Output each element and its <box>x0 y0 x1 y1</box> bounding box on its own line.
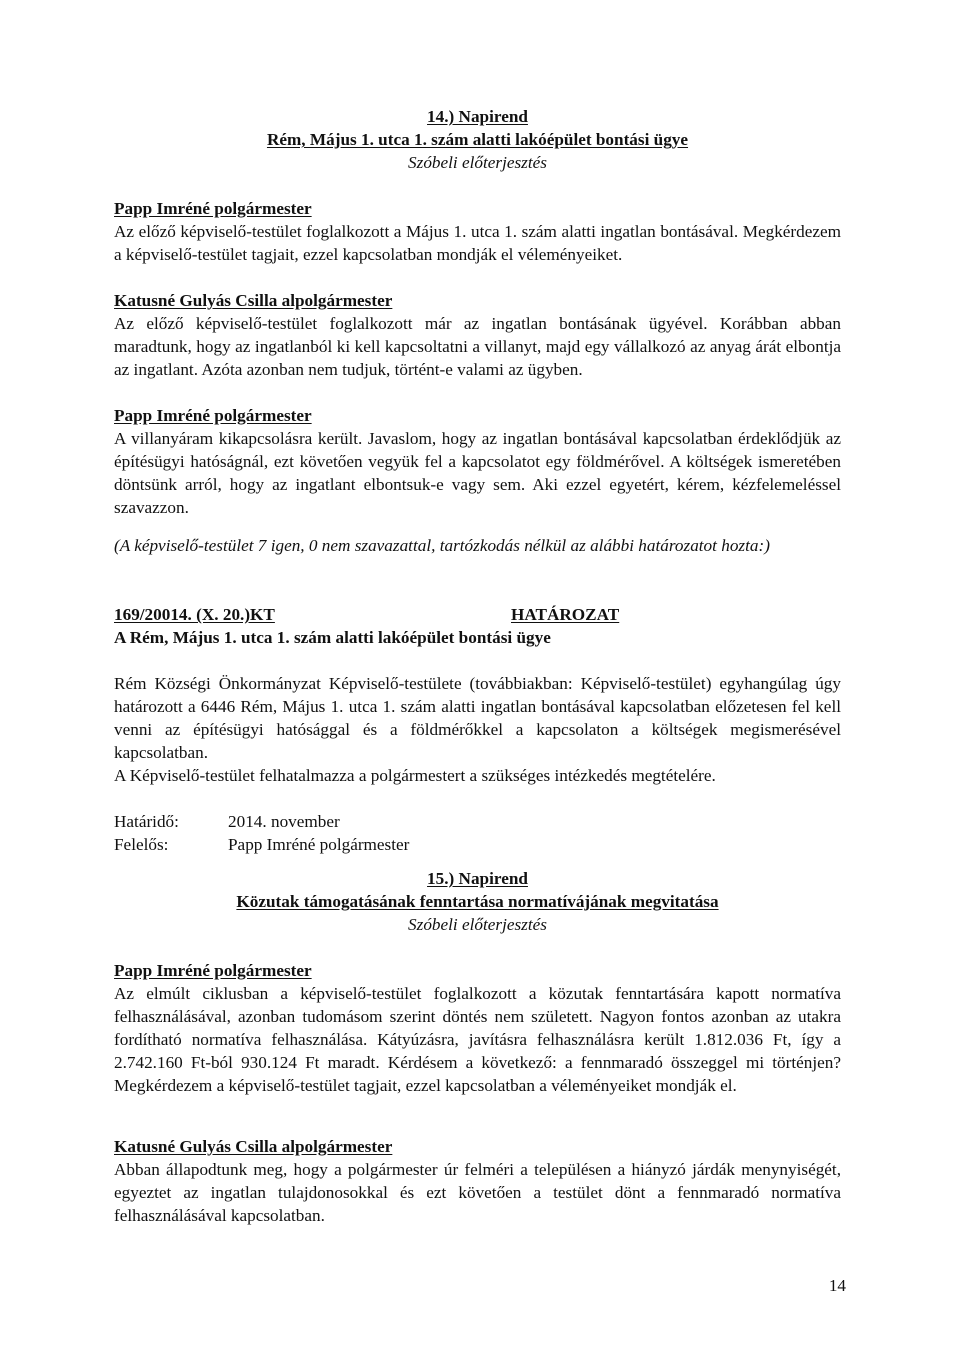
responsible-value: Papp Imréné polgármester <box>228 835 410 854</box>
resolution-title: A Rém, Május 1. utca 1. szám alatti lakóépület bontási ügye <box>114 628 551 647</box>
agenda-15-title: Közutak támogatásának fenntartása normatívájának megvitatása <box>236 892 719 911</box>
deadline-row <box>114 810 841 833</box>
speaker-name: Katusné Gulyás Csilla alpolgármester <box>114 291 393 310</box>
resolution-mandate: A Képviselő-testület felhatalmazza a polgármestert a szükséges intézkedés megtételére. <box>114 766 716 785</box>
speech-block <box>114 1135 841 1227</box>
agenda-15-heading: 15.) Napirend <box>427 869 528 888</box>
speech-text: Az előző képviselő-testület foglalkozott már az ingatlan bontásának ügyével. Korábban abban maradtunk, hogy az ingatlanból ki kell kapcsoltatni a villanyt, majd egy vállalkozó az anyag árát elbontja az ingatlant. Azóta azonban nem tudjuk, történt-e valami az ügyben. <box>114 314 841 379</box>
speech-block <box>114 289 841 381</box>
responsible-row <box>114 833 841 856</box>
resolution-header <box>114 603 841 626</box>
speech-block <box>114 197 841 266</box>
speech-text: Az elmúlt ciklusban a képviselő-testület foglalkozott a közutak fenntartására kapott normatíva felhasználásával, azonban tudomásom szerint döntés nem született. Nagyon fontos azonban az utakra fordítható normatíva felhasználása. Kátyúzásra, javításra felhasználásra került 1.812.036 Ft, így a 2.742.160 Ft-ból 930.124 Ft maradt. Kérdésem a következő: a fennmaradó összeggel mi történjen? Megkérdezem a képviselő-testület tagjait, ezzel kapcsolatban a véleményeiket mondják el. <box>114 984 841 1095</box>
page-number: 14 <box>828 1276 846 1295</box>
speech-text: Abban állapodtunk meg, hogy a polgármester úr felméri a településen a hiányzó járdák menynyiségét, egyeztet az ingatlan tulajdonosokkal és ezt követően a testület dönt a fennmaradó normatíva felhasználásával kapcsolatban. <box>114 1160 841 1225</box>
resolution-number: 169/20014. (X. 20.)KT <box>114 605 275 624</box>
vote-note: (A képviselő-testület 7 igen, 0 nem szavazattal, tartózkodás nélkül az alábbi határozatot hozta:) <box>114 536 770 555</box>
agenda-15-subtitle: Szóbeli előterjesztés <box>408 915 547 934</box>
agenda-14-title: Rém, Május 1. utca 1. szám alatti lakóépület bontási ügye <box>266 130 689 149</box>
speech-text: A villanyáram kikapcsolásra került. Javaslom, hogy az ingatlan bontásával kapcsolatban érdeklődjük az építésügyi hatóságnál, ezt követően vegyük fel a kapcsolatot egy földmérővel. A költségek ismeretében döntsünk arról, hogy az ingatlant elbontsuk-e vagy sem. Aki ezzel egyetért, kérem, kézfelemeléssel szavazzon. <box>114 429 841 517</box>
speech-block <box>114 959 841 1097</box>
resolution-text: Rém Községi Önkormányzat Képviselő-testülete (továbbiakban: Képviselő-testület) egyhangúlag úgy határozott a 6446 Rém, Május 1. utca 1. szám alatti ingatlan bontásával kapcsolatban előzetesen fel kell venni az építésügyi hatósággal és a földmérőkkel a kapcsolaton a költségek megismerésével kapcsolatban. <box>114 674 841 762</box>
agenda-14-subtitle: Szóbeli előterjesztés <box>408 153 547 172</box>
resolution-label: HATÁROZAT <box>511 605 620 624</box>
deadline-label: Határidő: <box>114 812 179 831</box>
speaker-name: Papp Imréné polgármester <box>114 961 312 980</box>
agenda-14-heading: 14.) Napirend <box>427 107 528 126</box>
speaker-name: Papp Imréné polgármester <box>114 199 312 218</box>
responsible-label: Felelős: <box>114 835 169 854</box>
speech-text: Az előző képviselő-testület foglalkozott a Május 1. utca 1. szám alatti ingatlan bontásával. Megkérdezem a képviselő-testület tagjait, ezzel kapcsolatban mondják el véleményeiket. <box>114 222 841 264</box>
deadline-value: 2014. november <box>228 812 340 831</box>
speaker-name: Katusné Gulyás Csilla alpolgármester <box>114 1137 393 1156</box>
speech-block <box>114 404 841 519</box>
speaker-name: Papp Imréné polgármester <box>114 406 312 425</box>
